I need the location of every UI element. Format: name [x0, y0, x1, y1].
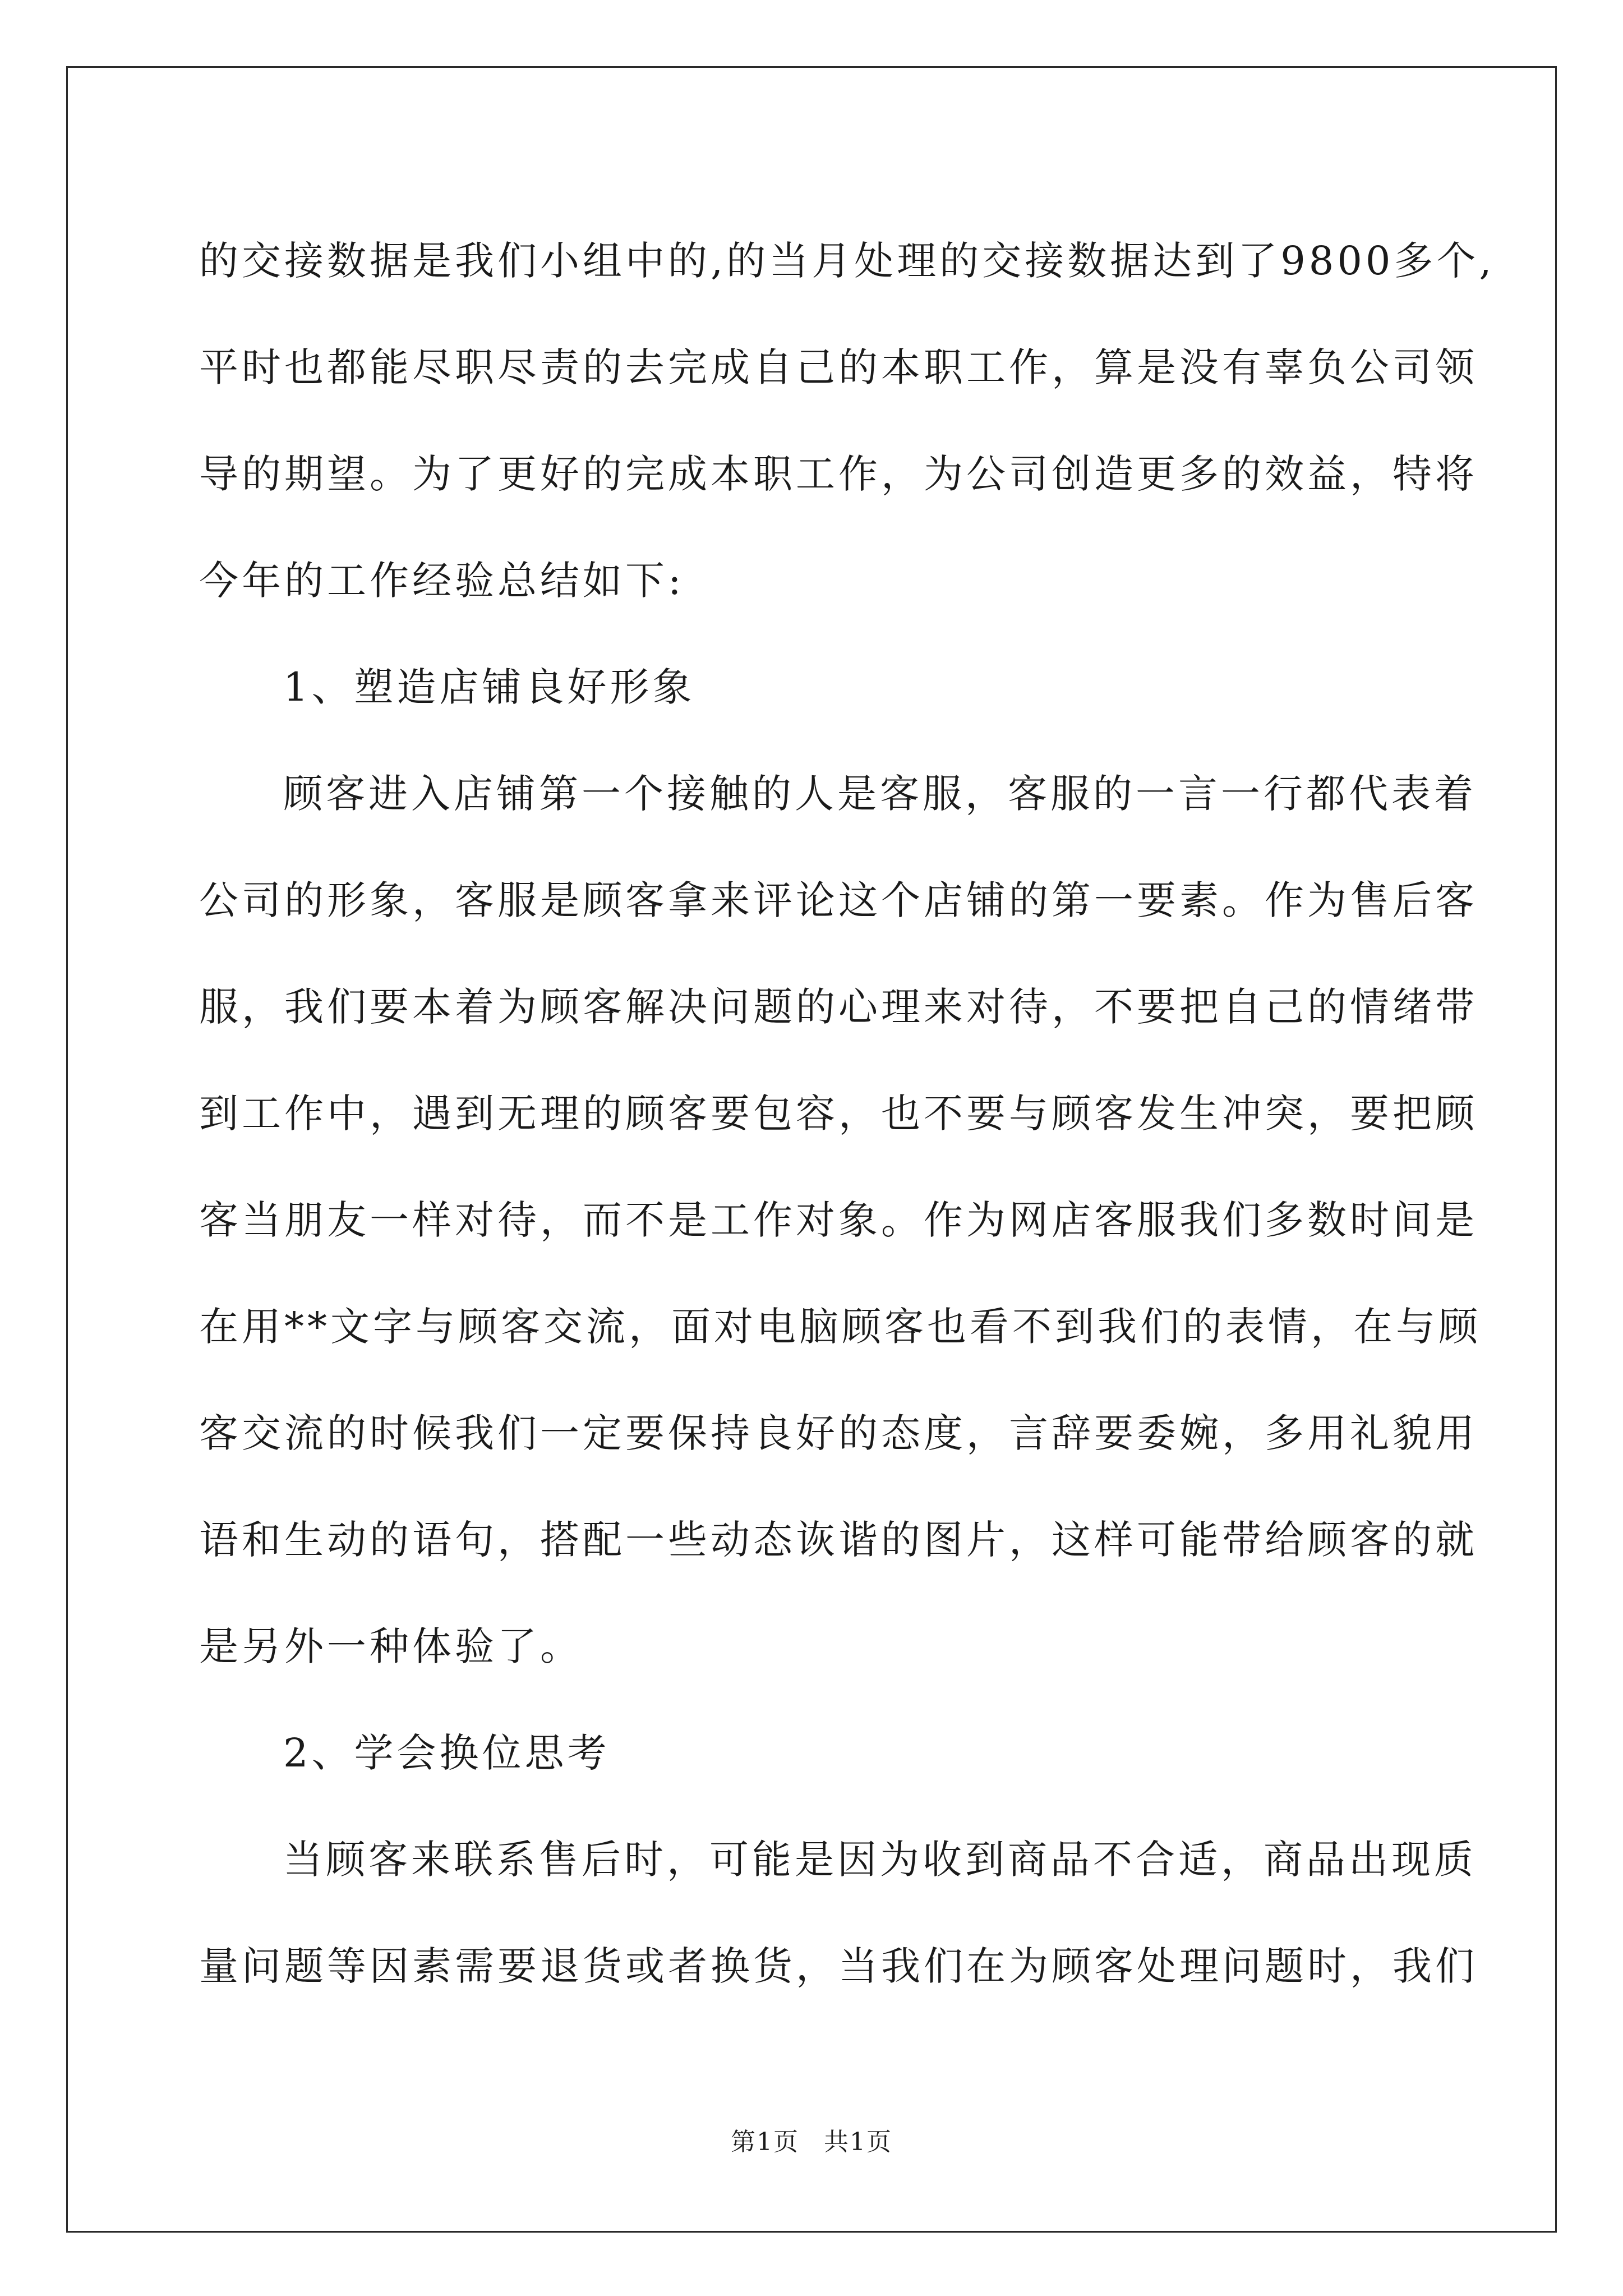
text-line: 客交流的时候我们一定要保持良好的态度，言辞要委婉，多用礼貌用: [199, 1410, 1478, 1456]
text-line: 平时也都能尽职尽责的去完成自己的本职工作，算是没有辜负公司领: [199, 344, 1478, 390]
text-line: 到工作中，遇到无理的顾客要包容，也不要与顾客发生冲突，要把顾: [199, 1091, 1478, 1137]
page-footer: [0, 2122, 1623, 2157]
text-line: 客当朋友一样对待，而不是工作对象。作为网店客服我们多数时间是: [199, 1197, 1478, 1243]
section-heading-1: 1、塑造店铺良好形象: [283, 664, 695, 710]
text-line: 是另外一种体验了。: [199, 1623, 583, 1669]
page-number: 第1页: [731, 2128, 799, 2156]
section-heading-2: 2、学会换位思考: [283, 1730, 610, 1776]
text-line: 顾客进入店铺第一个接触的人是客服，客服的一言一行都代表着: [283, 771, 1477, 817]
text-line: 语和生动的语句，搭配一些动态诙谐的图片，这样可能带给顾客的就: [199, 1517, 1478, 1563]
text-line: 在用**文字与顾客交流，面对电脑顾客也看不到我们的表情，在与顾: [199, 1304, 1481, 1350]
page-count: 共1页: [824, 2128, 892, 2156]
text-line: 服，我们要本着为顾客解决问题的心理来对待，不要把自己的情绪带: [199, 984, 1478, 1030]
text-line: 的交接数据是我们小组中的,的当月处理的交接数据达到了9800多个,: [199, 238, 1495, 284]
text-line: 量问题等因素需要退货或者换货，当我们在为顾客处理问题时，我们: [199, 1943, 1478, 1989]
text-line: 今年的工作经验总结如下:: [199, 558, 685, 604]
text-line: 公司的形象，客服是顾客拿来评论这个店铺的第一要素。作为售后客: [199, 877, 1478, 923]
text-line: 当顾客来联系售后时，可能是因为收到商品不合适，商品出现质: [283, 1837, 1477, 1883]
text-line: 导的期望。为了更好的完成本职工作，为公司创造更多的效益，特将: [199, 451, 1478, 497]
document-body: [199, 208, 1495, 2019]
